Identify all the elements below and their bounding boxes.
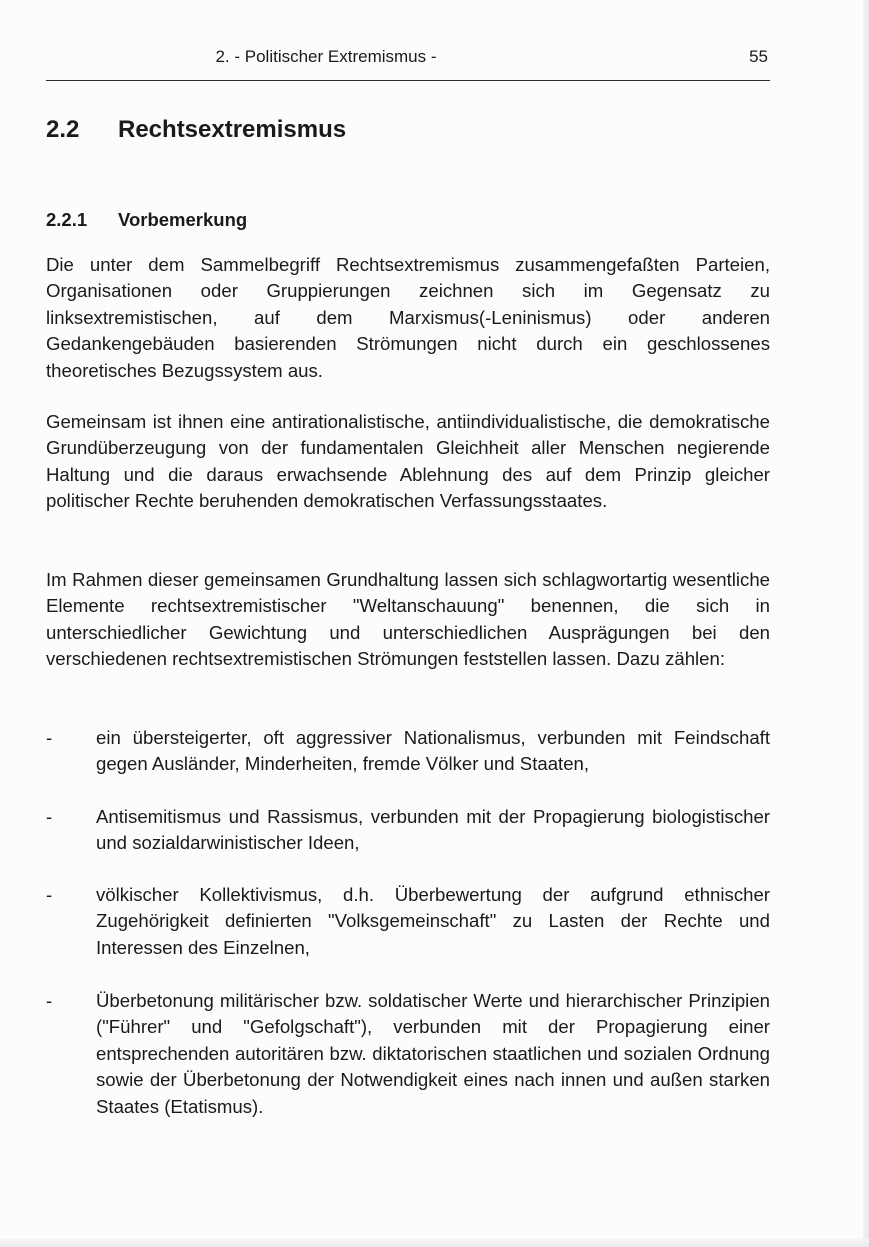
page-bottom-shadow <box>0 1239 869 1247</box>
list-item-text: Antisemitismus und Rassismus, verbunden mit der Propagierung biologistischer und sozialdarwinistischer Ideen, <box>96 806 770 854</box>
page-edge-shadow <box>863 0 869 1247</box>
header-rule <box>46 80 770 81</box>
list-item-text: ein übersteigerter, oft aggressiver Nationalismus, verbunden mit Feindschaft gegen Ausländer, Minderheiten, fremde Völker und Staaten, <box>96 727 770 775</box>
subsection-number: 2.2.1 <box>46 209 88 230</box>
bullet-dash: - <box>46 884 53 905</box>
paragraph-3: Im Rahmen dieser gemeinsamen Grundhaltung lassen sich schlagwortartig wesentliche Elemente rechtsextremistischer "Weltanschauung" benennen, die sich in unterschiedlicher Gewichtung und unterschiedlichen Ausprägungen bei den verschiedenen rechtsextremistischen Strömungen feststellen lassen. Dazu zählen: <box>46 569 770 670</box>
paragraph-1: Die unter dem Sammelbegriff Rechtsextremismus zusammengefaßten Parteien, Organisationen oder Gruppierungen zeichnen sich im Gegensatz zu linksextremistischen, auf dem Marxismus(-Leninismus) oder anderen Gedankengebäuden basierenden Strömungen nicht durch ein geschlossenes theoretisches Bezugssystem aus. <box>46 254 770 381</box>
paragraph-2: Gemeinsam ist ihnen eine antirationalistische, antiindividualistische, die demokratische Grundüberzeugung von der fundamentalen Gleichheit aller Menschen negierende Haltung und die daraus erwachsende Ablehnung des auf dem Prinzip gleicher politischer Rechte beruhenden demokratischen Verfassungsstaates. <box>46 411 770 512</box>
page-number: 55 <box>749 47 768 66</box>
subsection-title: Vorbemerkung <box>118 209 248 230</box>
section-heading <box>46 114 346 146</box>
running-title: 2. - Politischer Extremismus - <box>215 47 437 66</box>
subsection-heading <box>46 206 247 234</box>
bullet-dash: - <box>46 727 53 748</box>
running-header <box>46 44 770 70</box>
bullet-dash: - <box>46 806 53 827</box>
section-number: 2.2 <box>46 116 80 143</box>
section-title: Rechtsextremismus <box>118 116 347 143</box>
list-item-text: völkischer Kollektivismus, d.h. Überbewertung der aufgrund ethnischer Zugehörigkeit definierten "Volksgemeinschaft" zu Lasten der Rechte und Interessen des Einzelnen, <box>96 884 770 958</box>
bullet-dash: - <box>46 990 53 1011</box>
list-item-text: Überbetonung militärischer bzw. soldatischer Werte und hierarchischer Prinzipien ("Führer" und "Gefolgschaft"), verbunden mit der Propagierung einer entsprechenden autoritären bzw. diktatorischen staatlichen und sozialen Ordnung sowie der Überbetonung der Notwendigkeit eines nach innen und außen starken Staates (Etatismus). <box>96 990 770 1117</box>
